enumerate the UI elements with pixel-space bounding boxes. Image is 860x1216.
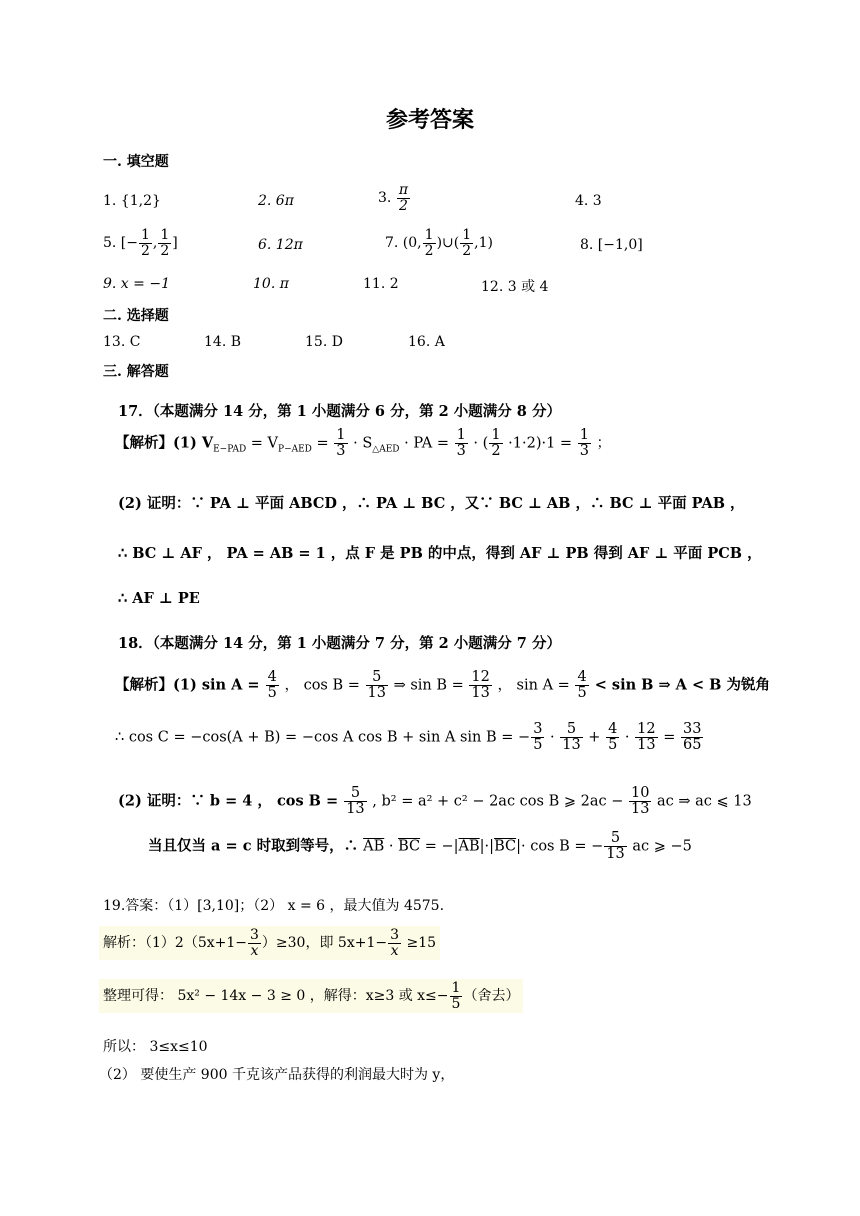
problem-19-line5: （2） 要使生产 900 千克该产品获得的利润最大时为 y， bbox=[99, 1067, 455, 1083]
answer-q12: 12. 3 或 4 bbox=[481, 279, 549, 295]
problem-18-heading: 18．（本题满分 14 分，第 1 小题满分 7 分，第 2 小题满分 7 分） bbox=[118, 635, 561, 652]
problem-19-line4: 所以： 3≤x≤10 bbox=[103, 1039, 208, 1055]
page-title: 参考答案 bbox=[385, 107, 474, 133]
answer-q14: 14. B bbox=[204, 334, 242, 350]
problem-18-part2-line2: 当且仅当 a = c 时取到等号，∴ $\overline{AB} \cdot \overline{BC} = -|\overline{AB}|\cdot|\overline{BC}|\cdot \cos B$ = − $\frac{5}{13}$ ac ⩾ −5 bbox=[148, 830, 692, 863]
answer-q2: 2. 6π bbox=[258, 193, 294, 209]
section-solve-heading: 三. 解答题 bbox=[103, 364, 169, 380]
answer-q15: 15. D bbox=[305, 334, 343, 350]
answer-q10: 10. π bbox=[253, 276, 289, 292]
answer-q11: 11. 2 bbox=[363, 276, 399, 292]
answer-q9: 9. x = −1 bbox=[103, 276, 170, 292]
answer-q16: 16. A bbox=[408, 334, 445, 350]
answer-q13: 13. C bbox=[103, 334, 141, 350]
problem-19-line2: 解析：（1）2（5x+1− $\frac{3}{x}$ ）≥30，即 5x+1− $\frac{3}{x}$ ≥15 bbox=[99, 926, 440, 960]
answer-q7: 7. (0, $\frac{1}{2}$ )∪( $\frac{1}{2}$ ,1) bbox=[385, 227, 493, 259]
section-choice-heading: 二. 选择题 bbox=[103, 308, 169, 324]
problem-18-part1-line1: 【解析】(1) sin A = $\frac{4}{5}$ ， cos B = $\frac{5}{13}$ ⇒ sin B = $\frac{12}{13}$ ， sin A = $\frac{4}{5}$ < sin B ⇒ A < B 为锐角 bbox=[115, 669, 770, 702]
problem-18-part1-line2: ∴ cos C = −cos(A + B) = −cos A cos B + sin A sin B = − $\frac{3}{5}$ · $\frac{5}{13}$ + $\frac{4}{5}$ · $\frac{12}{13}$ = $\frac{33}{65}$ bbox=[115, 721, 702, 754]
answer-q3 bbox=[378, 183, 411, 213]
problem-18-part2-line1: (2) 证明：∵ b = 4 ， cos B = $\frac{5}{13}$ , b² = a² + c² − 2ac cos B ⩾ 2ac − $\frac{10}{13}$ ac ⇒ ac ⩽ 13 bbox=[118, 785, 752, 818]
problem-17-part2-line2: ∴ BC ⊥ AF ， PA = AB = 1 ，点 F 是 PB 的中点，得到 AF ⊥ PB 得到 AF ⊥ 平面 PCB ， bbox=[118, 545, 762, 562]
section-fill-heading: 一. 填空题 bbox=[103, 154, 169, 170]
answer-q8: 8. [−1,0] bbox=[580, 237, 643, 253]
answer-q5: 5. [− $\frac{1}{2}$ , $\frac{1}{2}$ ] bbox=[103, 227, 178, 259]
answer-q1: 1. {1,2} bbox=[103, 193, 161, 209]
answer-q3-number: 3. bbox=[378, 190, 392, 207]
problem-17-heading: 17．（本题满分 14 分，第 1 小题满分 6 分，第 2 小题满分 8 分） bbox=[118, 403, 561, 420]
problem-17-part2-line1: (2) 证明：∵ PA ⊥ 平面 ABCD ，∴ PA ⊥ BC ，又∵ BC ⊥ AB ，∴ BC ⊥ 平面 PAB ， bbox=[118, 495, 745, 512]
answer-q4: 4. 3 bbox=[575, 193, 602, 209]
problem-19-answer: 19.答案：（1）[3,10]；（2） x = 6 ，最大值为 4575. bbox=[103, 898, 445, 914]
problem-19-line3: 整理可得： 5x² − 14x − 3 ≥ 0 ，解得：x≥3 或 x≤− $\frac{1}{5}$ （舍去） bbox=[99, 979, 523, 1013]
problem-17-part2-line3: ∴ AF ⊥ PE bbox=[118, 590, 200, 607]
answer-q6: 6. 12π bbox=[258, 237, 303, 253]
problem-17-part1: 【解析】(1) $V_{E-PAD} = V_{P-AED}$ = $\frac{1}{3}$ · $S_{\triangle AED}$ · PA = $\frac{1}{3}$ · ( $\frac{1}{2}$ ·1·2)·1 = $\frac{1}{3}$ ； bbox=[115, 427, 612, 460]
answer-q3-fraction: $\frac{\pi}{2}$ bbox=[398, 182, 409, 214]
